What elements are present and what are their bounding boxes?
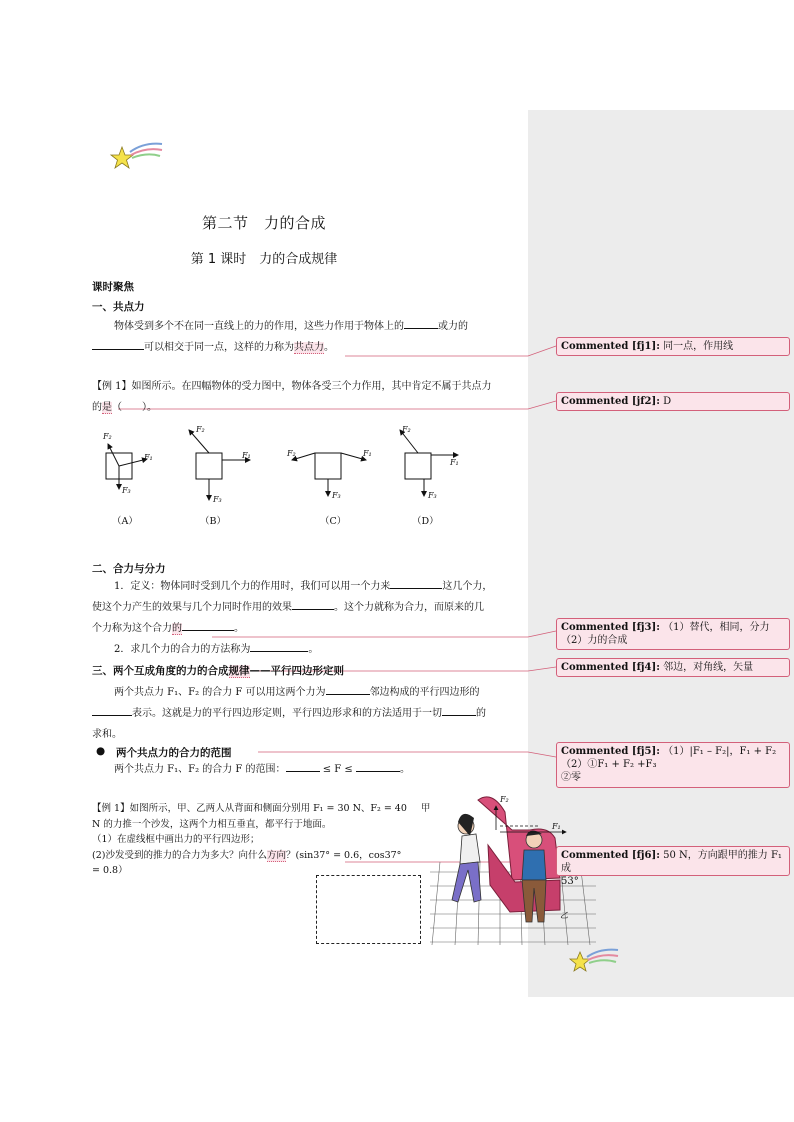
diagram-b-caption: （B） bbox=[200, 516, 226, 527]
svg-text:F₃: F₃ bbox=[213, 495, 222, 504]
section1-heading: 一、共点力 bbox=[92, 301, 145, 313]
comment-fj1[interactable]: Commented [fj1]: 同一点，作用线 bbox=[556, 337, 790, 356]
svg-text:F₂: F₂ bbox=[196, 425, 205, 434]
bullet-icon: ● bbox=[96, 745, 106, 757]
section2-heading: 二、合力与分力 bbox=[92, 563, 166, 575]
svg-text:F₁: F₁ bbox=[242, 451, 251, 460]
bullet-heading: ● 两个共点力的合力的范围 bbox=[96, 745, 232, 759]
section3-body: 两个共点力 F₁、F₂ 的合力 F 可以用这两个力为 邻边构成的平行四边形的 表示。这就是力的平行四边形定则，平行四边形求和的方法适用于一切 的 求和。 bbox=[92, 682, 522, 745]
comment-fj3[interactable]: Commented [fj3]: （1）替代，相同，分力 （2）力的合成 bbox=[556, 618, 790, 650]
svg-text:F₁: F₁ bbox=[144, 453, 153, 462]
svg-text:F₂: F₂ bbox=[402, 425, 411, 434]
comment-fj4[interactable]: Commented [fj4]: 邻边，对角线，矢量 bbox=[556, 658, 790, 677]
comment-fj6[interactable]: Commented [fj6]: 50 N，方向跟甲的推力 F₁ 成 53° bbox=[556, 846, 790, 876]
section1-body: 物体受到多个不在同一直线上的力的作用，这些力作用于物体上的 或力的 可以相交于同一点，这样的力称为共点力。 bbox=[92, 316, 522, 358]
section3-heading: 三、两个互成角度的力的合成规律——平行四边形定则 bbox=[92, 665, 344, 677]
svg-text:F₃: F₃ bbox=[332, 491, 341, 500]
diagram-a-caption: （A） bbox=[112, 516, 138, 527]
comment-fj5[interactable]: Commented [fj5]: （1）|F₁ – F₂|，F₁ + F₂ （2）①F₁ + F₂ +F₃ ②零 bbox=[556, 742, 790, 788]
example2-text: 【例 1】如图所示，甲、乙两人从背面和侧面分别用 F₁ = 30 N、F₂ = 40 甲 N 的力推一个沙发，这两个力相互垂直，都平行于地面。 （1）在虚线框中画出力的平行四边形； (2)沙发受到的推力的合力为多大？向什么方向？(sin37° = 0.6，cos37° = 0.8） bbox=[92, 803, 431, 876]
svg-text:F₂: F₂ bbox=[103, 432, 112, 441]
svg-text:F₃: F₃ bbox=[428, 491, 437, 500]
diagram-c-caption: （C） bbox=[320, 516, 347, 527]
svg-text:F₂: F₂ bbox=[287, 449, 296, 458]
svg-text:F₁: F₁ bbox=[363, 449, 372, 458]
diagram-d-caption: （D） bbox=[412, 516, 439, 527]
example1-text: 【例 1】如图所示。在四幅物体的受力图中，物体各受三个力作用，其中肯定不属于共点力 的是（ ）。 bbox=[92, 381, 492, 413]
fig-label-f1: F₁ bbox=[552, 822, 561, 831]
focus-heading: 课时聚焦 bbox=[92, 281, 134, 293]
comment-jf2[interactable]: Commented [jf2]: D bbox=[556, 392, 790, 411]
svg-text:F₃: F₃ bbox=[122, 486, 131, 495]
fig-label-yi: 乙 bbox=[560, 911, 568, 920]
section2-body: 1．定义：物体同时受到几个力的作用时，我们可以用一个力来 这几个力， 使这个力产生的效果与几个力同时作用的效果 。这个力就称为合力，而原来的几 个力称为这个合力的 。 2．求几个力的合力的方法称为 。 bbox=[92, 576, 522, 660]
range-line: 两个共点力 F₁、F₂ 的合力 F 的范围： ≤ F ≤ 。 bbox=[92, 759, 522, 780]
page-subtitle: 第 1 课时 力的合成规律 bbox=[190, 252, 338, 267]
highlight-term: 共点力 bbox=[294, 342, 324, 353]
fig-label-f2: F₂ bbox=[500, 795, 509, 804]
page-title: 第二节 力的合成 bbox=[201, 214, 326, 232]
svg-text:F₁: F₁ bbox=[450, 458, 459, 467]
